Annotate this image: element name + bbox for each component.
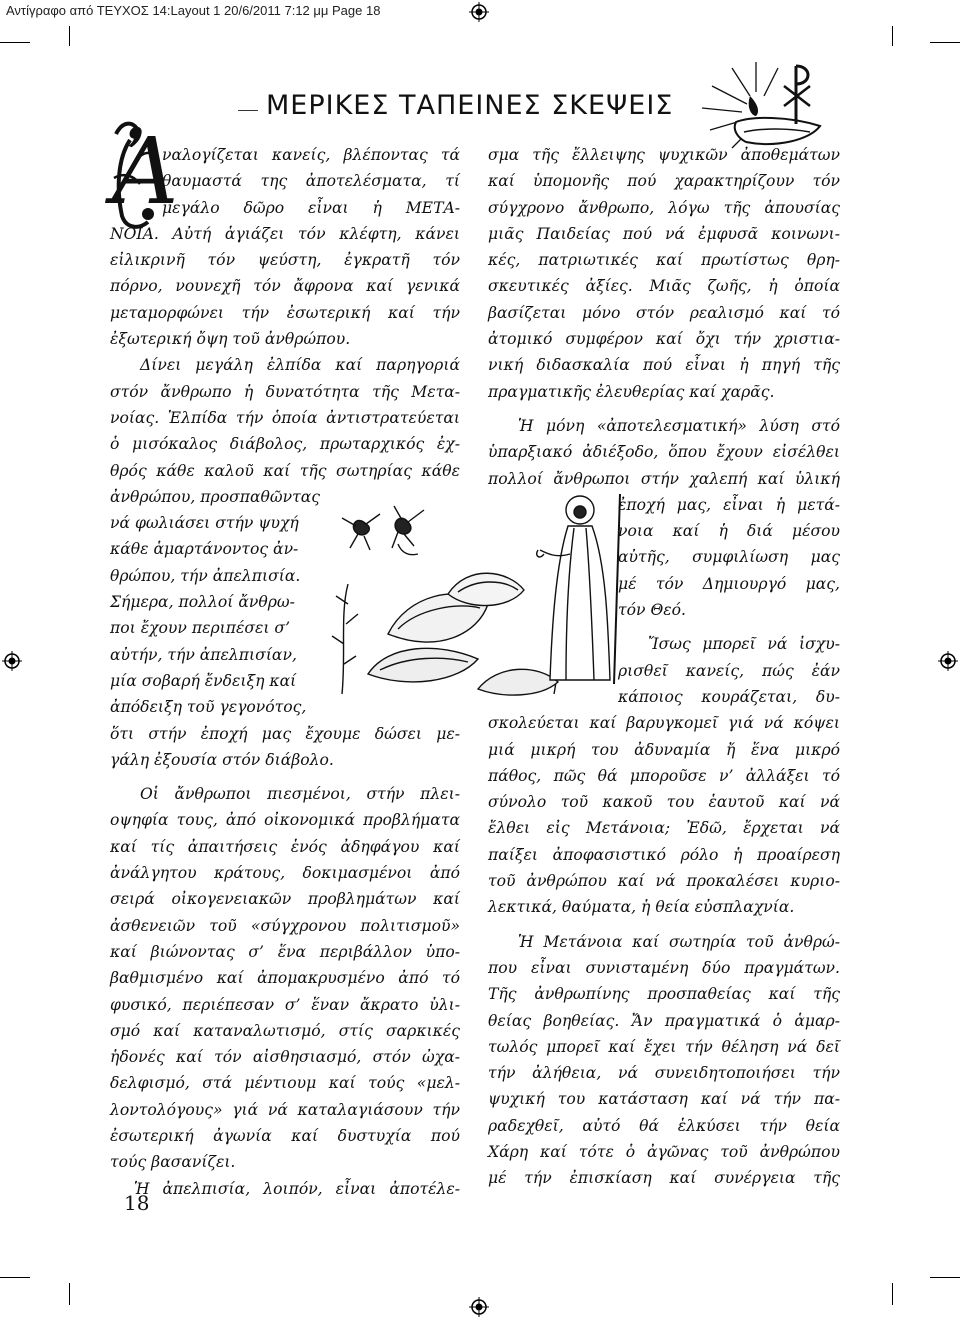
- text-line: ψυχική του κατάσταση καί νά τήν πα-: [488, 1090, 840, 1109]
- crop-mark: [892, 26, 893, 46]
- text-line: νική διδασκαλία πού εἶναι ἡ πηγή τῆς: [488, 356, 840, 375]
- text-line: πολλοί ἄνθρωποι στήν χαλεπή καί ὑλική: [488, 469, 840, 488]
- text-line: μιᾶς Παιδείας πού νά ἐμφυσᾶ κοινωνι-: [488, 224, 840, 243]
- text-line: τωλός μπορεῖ καί ἔχει τήν θέληση νά δεῖ: [488, 1037, 840, 1056]
- text-line: ἀνθρώπου, προσπαθῶντας: [110, 487, 321, 506]
- text-line: ραδεχθεῖ, αὐτό θά ἑλκύσει τήν θεία: [488, 1116, 840, 1135]
- text-line: τόν Θεό.: [618, 601, 686, 620]
- text-line: που εἶναι συνισταμένη δύο πραγμάτων.: [488, 958, 840, 977]
- text-line: κάποιος κουράζεται, δυ-: [618, 687, 840, 706]
- crop-mark: [69, 26, 70, 46]
- text-line: τοῦ ἀνθρώπου καί νά προκαλέσει κυριο-: [488, 872, 840, 891]
- text-line: ἐξωτερική ὄψη τοῦ ἀνθρώπου.: [110, 330, 351, 349]
- crop-mark: [930, 42, 960, 43]
- text-line: ἀπόδειξη τοῦ γεγονότος,: [110, 698, 307, 717]
- text-line: πραγματικῆς ἐλευθερίας καί χαρᾶς.: [488, 382, 775, 401]
- text-line: ρισθεῖ κανείς, πώς ἐάν: [618, 661, 840, 680]
- text-line: Τῆς ἀνθρωπίνης προσπαθείας καί τῆς: [488, 985, 840, 1004]
- text-line: μέ τόν Δημιουργό μας,: [618, 574, 840, 593]
- text-line: τήν ἀλήθεια, νά συνειδητοποιήσει τήν: [488, 1064, 840, 1083]
- section-title: ΜΕΡΙΚΕΣ ΤΑΠΕΙΝΕΣ ΣΚΕΨΕΙΣ: [258, 90, 681, 121]
- text-line: Ἡ μόνη «ἀποτελεσματική» λύση στό: [518, 416, 840, 435]
- text-line: καί τίς ἀπαιτήσεις ἑνός ἀδηφάγου καί: [110, 837, 460, 856]
- drop-cap: [108, 118, 179, 236]
- right-column: [488, 142, 840, 1192]
- text-line: ἐποχή μας, εἶναι ἡ μετά-: [618, 495, 840, 514]
- text-line: ὁ μισόκαλος διάβολος, πρωταρχικός ἐχ-: [110, 435, 460, 454]
- text-line: αὐτῆς, συμφιλίωση μας: [618, 548, 840, 567]
- text-line: βαθμισμένο καί ἀπομακρυσμένο ἀπό τό: [110, 969, 460, 988]
- page-number: 18: [124, 1191, 150, 1215]
- text-line: πόρνο, νουνεχῆ τόν ἄφρονα καί γενικά: [110, 277, 460, 296]
- text-line: σειρά οἰκογενειακῶν προβλημάτων καί: [110, 890, 460, 909]
- registration-mark-icon: [938, 651, 958, 671]
- text-line: ἐσωτερική ἀγωνία καί δυστυχία πού: [110, 1126, 460, 1145]
- text-line: ἀνάλγητου κράτους, δοκιμασμένοι ἀπό: [110, 864, 460, 883]
- text-line: ἡδονές καί τόν αἰσθησιασμό, στόν ὠχα-: [110, 1048, 460, 1067]
- text-line: Οἱ ἄνθρωποι πιεσμένοι, στήν πλει-: [140, 785, 460, 804]
- registration-mark-icon: [2, 651, 22, 671]
- text-line: πάθος, πῶς θά μποροῦσε ν’ ἀλλάξει τό: [488, 766, 840, 785]
- section-header: [238, 88, 678, 126]
- text-line: κές, πατριωτικές καί πρωτίστως θρη-: [488, 251, 840, 270]
- text-line: ἔλθει εἰς Μετάνοια; Ἐδῶ, ἔρχεται νά: [488, 819, 840, 838]
- text-line: ἀτομικό συμφέρον καί ὄχι τήν χριστια-: [488, 330, 840, 349]
- crop-mark: [0, 42, 30, 43]
- text-line: βασίζεται μόνο στόν ρεαλισμό καί τό: [488, 303, 840, 322]
- crop-mark: [930, 1277, 960, 1278]
- print-slug: Αντίγραφο από ΤΕΥΧΟΣ 14:Layout 1 20/6/2011 7:12 μμ Page 18: [6, 3, 381, 18]
- text-line: νοια καί ἡ διά μέσου: [618, 522, 840, 541]
- text-line: κάθε ἁμαρτάνοντος ἀν-: [110, 540, 299, 559]
- text-line: μεταμορφώνει τήν ἐσωτερική καί τήν: [110, 303, 460, 322]
- text-line: θαυμαστά της ἀποτελέσματα, τί: [162, 172, 460, 191]
- crop-mark: [69, 1283, 70, 1305]
- text-line: Ἡ Μετάνοια καί σωτηρία τοῦ ἀνθρώ-: [518, 932, 840, 951]
- text-line: σύνολο τοῦ κακοῦ του ἑαυτοῦ καί νά: [488, 793, 840, 812]
- text-line: Χάρη καί τότε ὁ ἀγῶνας τοῦ ἀνθρώπου: [488, 1142, 840, 1161]
- text-line: λεκτικά, θαύματα, ἡ θεία εὐσπλαχνία.: [488, 898, 795, 917]
- text-line: Ἴσως μπορεῖ νά ἰσχυ-: [648, 635, 840, 654]
- text-line: ΝΟΙΑ. Αὐτή ἁγιάζει τόν κλέφτη, κάνει: [110, 224, 460, 243]
- text-line: καί ὑπομονῆς πού χαρακτηρίζουν τόν: [488, 172, 840, 191]
- crop-mark: [0, 1277, 30, 1278]
- text-line: εἰλικρινῆ τόν ψεύστη, ἐγκρατῆ τόν: [110, 251, 460, 270]
- oil-lamp-chi-rho-icon: [692, 56, 832, 154]
- text-line: καί βιώνοντας σ’ ἕνα περιβάλλον ὑπο-: [110, 942, 460, 961]
- text-line: μέ τήν ἐπισκίαση καί συνέργεια τῆς: [488, 1169, 840, 1188]
- crop-mark: [892, 1283, 893, 1305]
- text-line: παίξει ἀποφασιστικό ρόλο ἡ προαίρεση: [488, 845, 840, 864]
- text-line: ὑπαρξιακό ἀδιέξοδο, ὅπου ἔχουν εἰσέλθει: [488, 443, 840, 462]
- text-line: σμα τῆς ἔλλειψης ψυχικῶν ἀποθεμάτων: [488, 146, 840, 164]
- registration-mark-icon: [469, 1297, 489, 1317]
- text-line: μία σοβαρή ἔνδειξη καί: [110, 671, 297, 690]
- text-line: σκολεύεται καί βαρυγκομεῖ γιά νά κόψει: [488, 714, 840, 733]
- drop-cap-letter: Ἀ: [112, 118, 179, 225]
- text-line: θείας βοηθείας. Ἄν πραγματικά ὁ ἁμαρ-: [488, 1011, 840, 1030]
- text-line: Ἡ ἀπελπισία, λοιπόν, εἶναι ἀποτέλε-: [134, 1179, 460, 1198]
- text-line: νοίας. Ἐλπίδα τήν ὁποία ἀντιστρατεύεται: [110, 408, 460, 427]
- left-column: [110, 142, 460, 1202]
- text-line: τούς βασανίζει.: [110, 1153, 236, 1172]
- text-line: Σήμερα, πολλοί ἄνθρω-: [110, 593, 295, 612]
- text-line: σκευτικές ἀξίες. Μιᾶς ζωῆς, ἡ ὁποία: [488, 277, 840, 296]
- text-line: οψηφία τους, ἀπό οἰκονομικά προβλήματα: [110, 811, 460, 830]
- text-line: γάλη ἐξουσία στόν διάβολο.: [110, 750, 334, 769]
- text-line: αὐτήν, τήν ἀπελπισίαν,: [110, 645, 297, 664]
- text-line: σμό καί καταναλωτισμό, στίς σαρκικές: [110, 1021, 460, 1040]
- text-line: μεγάλο δῶρο εἶναι ἡ ΜΕΤΑ-: [162, 198, 460, 217]
- text-line: ἀσθενειῶν τοῦ «σύγχρονου πολιτισμοῦ»: [110, 916, 460, 935]
- text-line: νά φωλιάσει στήν ψυχή: [110, 514, 299, 533]
- text-line: φυσικό, περιέπεσαν σ’ ἕναν ἄκρατο ὑλι-: [110, 995, 460, 1014]
- text-line: θρώπου, τήν ἀπελπισία.: [110, 566, 301, 585]
- text-line: μιά μικρή του ἀδυναμία ἤ ἕνα μικρό: [488, 740, 840, 759]
- text-line: ὅτι στήν ἐποχή μας ἔχουμε δώσει με-: [110, 724, 460, 743]
- text-line: Δίνει μεγάλη ἐλπίδα καί παρηγοριά: [140, 356, 460, 375]
- text-line: θρός κάθε καλοῦ καί τῆς σωτηρίας κάθε: [110, 461, 460, 480]
- text-line: ναλογίζεται κανείς, βλέποντας τά: [162, 146, 460, 164]
- text-line: λοντολόγους» γιά νά καταλαγιάσουν τήν: [110, 1100, 460, 1119]
- text-line: στόν ἄνθρωπο ἡ δυνατότητα τῆς Μετα-: [110, 382, 460, 401]
- text-line: ποι ἔχουν περιπέσει σ’: [110, 619, 291, 638]
- text-line: δελφισμό, στά μέντιουμ καί τούς «μελ-: [110, 1074, 460, 1093]
- registration-mark-icon: [469, 2, 489, 22]
- text-line: σύγχρονο ἄνθρωπο, λόγω τῆς ἀπουσίας: [488, 198, 840, 217]
